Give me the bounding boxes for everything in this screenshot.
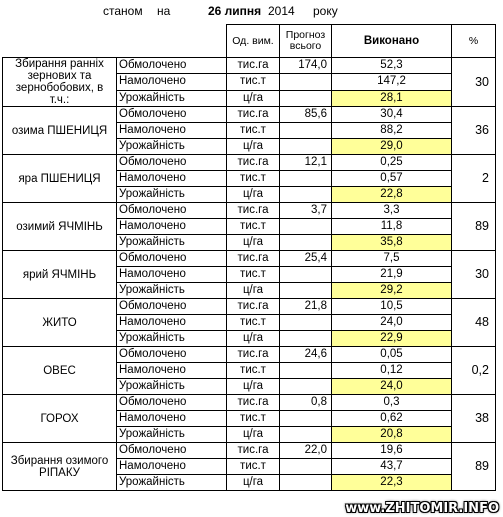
forecast-cell: 24,6	[280, 347, 332, 363]
crop-name: Збирання ранніх зернових та зернобобових, в т.ч.:	[3, 58, 117, 107]
done-value: 19,6	[332, 443, 452, 459]
percent-cell: 38	[452, 395, 496, 443]
crop-name: озима ПШЕНИЦЯ	[3, 107, 117, 155]
unit-cell: ц/га	[227, 139, 280, 155]
forecast-cell	[280, 267, 332, 283]
unit-cell: тис.т	[227, 315, 280, 331]
done-value: 147,2	[332, 74, 452, 90]
forecast-cell	[280, 139, 332, 155]
unit-cell: ц/га	[227, 283, 280, 299]
unit-cell: тис.т	[227, 123, 280, 139]
table-row	[3, 58, 496, 74]
yield-value: 22,8	[332, 187, 452, 203]
yield-value: 22,3	[332, 475, 452, 491]
unit-cell: ц/га	[227, 90, 280, 106]
done-value: 24,0	[332, 315, 452, 331]
unit-cell: ц/га	[227, 475, 280, 491]
metric-label: Намолочено	[117, 315, 227, 331]
crop-name: яра ПШЕНИЦЯ	[3, 155, 117, 203]
forecast-cell: 0,8	[280, 395, 332, 411]
percent-cell: 36	[452, 107, 496, 155]
crop-name: озимий ЯЧМІНЬ	[3, 203, 117, 251]
forecast-cell	[280, 315, 332, 331]
unit-cell: тис.т	[227, 267, 280, 283]
forecast-cell	[280, 331, 332, 347]
yield-value: 35,8	[332, 235, 452, 251]
crop-name: ЖИТО	[3, 299, 117, 347]
done-value: 30,4	[332, 107, 452, 123]
metric-label: Намолочено	[117, 411, 227, 427]
metric-label: Обмолочено	[117, 395, 227, 411]
metric-label: Обмолочено	[117, 155, 227, 171]
unit-cell: ц/га	[227, 235, 280, 251]
unit-cell: тис.га	[227, 155, 280, 171]
header-blank-crop	[3, 25, 117, 58]
table-row	[3, 299, 496, 315]
unit-cell: тис.т	[227, 459, 280, 475]
forecast-cell	[280, 427, 332, 443]
done-value: 43,7	[332, 459, 452, 475]
header-stanom: станом	[103, 4, 143, 18]
done-value: 0,3	[332, 395, 452, 411]
crop-name: ярий ЯЧМІНЬ	[3, 251, 117, 299]
forecast-cell	[280, 123, 332, 139]
header-date: 26 липня	[208, 4, 262, 18]
metric-label: Обмолочено	[117, 251, 227, 267]
percent-cell: 30	[452, 58, 496, 107]
column-header-pct: %	[452, 25, 496, 58]
metric-label: Намолочено	[117, 459, 227, 475]
crop-name: ОВЕС	[3, 347, 117, 395]
percent-cell: 30	[452, 251, 496, 299]
metric-label: Намолочено	[117, 363, 227, 379]
percent-cell: 89	[452, 443, 496, 491]
forecast-cell	[280, 283, 332, 299]
table-row	[3, 395, 496, 411]
metric-label: Урожайність	[117, 379, 227, 395]
done-value: 88,2	[332, 123, 452, 139]
metric-label: Урожайність	[117, 283, 227, 299]
metric-label: Обмолочено	[117, 443, 227, 459]
unit-cell: тис.га	[227, 251, 280, 267]
unit-cell: тис.т	[227, 171, 280, 187]
done-value: 0,25	[332, 155, 452, 171]
column-header-unit: Од. вим.	[227, 25, 280, 58]
yield-value: 29,2	[332, 283, 452, 299]
forecast-cell	[280, 219, 332, 235]
yield-value: 22,9	[332, 331, 452, 347]
done-value: 7,5	[332, 251, 452, 267]
forecast-cell: 21,8	[280, 299, 332, 315]
done-value: 11,8	[332, 219, 452, 235]
done-value: 21,9	[332, 267, 452, 283]
unit-cell: тис.га	[227, 58, 280, 74]
done-value: 52,3	[332, 58, 452, 74]
metric-label: Урожайність	[117, 475, 227, 491]
percent-cell: 48	[452, 299, 496, 347]
metric-label: Обмолочено	[117, 58, 227, 74]
unit-cell: тис.т	[227, 363, 280, 379]
report-header	[0, 0, 503, 24]
metric-label: Урожайність	[117, 331, 227, 347]
unit-cell: тис.га	[227, 443, 280, 459]
crop-name: Збирання озимого РІПАКУ	[3, 443, 117, 491]
table-row	[3, 155, 496, 171]
percent-cell: 2	[452, 155, 496, 203]
unit-cell: ц/га	[227, 427, 280, 443]
metric-label: Обмолочено	[117, 203, 227, 219]
table-row	[3, 443, 496, 459]
yield-value: 20,8	[332, 427, 452, 443]
table-row	[3, 347, 496, 363]
site-watermark: www.ZHITOMIR.INFO	[345, 501, 499, 516]
yield-value: 28,1	[332, 90, 452, 106]
unit-cell: тис.т	[227, 219, 280, 235]
yield-value: 29,0	[332, 139, 452, 155]
metric-label: Намолочено	[117, 219, 227, 235]
done-value: 0,12	[332, 363, 452, 379]
yield-value: 24,0	[332, 379, 452, 395]
metric-label: Намолочено	[117, 123, 227, 139]
metric-label: Обмолочено	[117, 107, 227, 123]
header-blank-label	[117, 25, 227, 58]
forecast-cell	[280, 90, 332, 106]
harvest-table	[2, 24, 496, 491]
done-value: 0,62	[332, 411, 452, 427]
forecast-cell	[280, 411, 332, 427]
metric-label: Намолочено	[117, 74, 227, 90]
unit-cell: тис.га	[227, 299, 280, 315]
unit-cell: ц/га	[227, 331, 280, 347]
forecast-cell: 3,7	[280, 203, 332, 219]
header-year: 2014	[268, 4, 295, 18]
crop-name: ГОРОХ	[3, 395, 117, 443]
forecast-cell: 174,0	[280, 58, 332, 74]
metric-label: Урожайність	[117, 90, 227, 106]
metric-label: Обмолочено	[117, 347, 227, 363]
table-row	[3, 251, 496, 267]
percent-cell: 89	[452, 203, 496, 251]
forecast-cell	[280, 171, 332, 187]
forecast-cell: 25,4	[280, 251, 332, 267]
unit-cell: тис.га	[227, 107, 280, 123]
forecast-cell	[280, 363, 332, 379]
percent-cell: 0,2	[452, 347, 496, 395]
metric-label: Намолочено	[117, 171, 227, 187]
unit-cell: тис.га	[227, 395, 280, 411]
done-value: 3,3	[332, 203, 452, 219]
done-value: 10,5	[332, 299, 452, 315]
table-header-row	[3, 25, 496, 58]
forecast-cell	[280, 235, 332, 251]
metric-label: Урожайність	[117, 187, 227, 203]
unit-cell: тис.т	[227, 411, 280, 427]
forecast-cell	[280, 459, 332, 475]
done-value: 0,05	[332, 347, 452, 363]
column-header-done: Виконано	[332, 25, 452, 58]
column-header-forecast: Прогноз всього	[280, 25, 332, 58]
unit-cell: ц/га	[227, 379, 280, 395]
unit-cell: ц/га	[227, 187, 280, 203]
header-roku: року	[313, 4, 338, 18]
unit-cell: тис.т	[227, 74, 280, 90]
metric-label: Обмолочено	[117, 299, 227, 315]
metric-label: Урожайність	[117, 427, 227, 443]
table-row	[3, 203, 496, 219]
forecast-cell: 22,0	[280, 443, 332, 459]
forecast-cell	[280, 475, 332, 491]
forecast-cell	[280, 379, 332, 395]
metric-label: Урожайність	[117, 235, 227, 251]
forecast-cell	[280, 187, 332, 203]
header-na: на	[157, 4, 171, 18]
metric-label: Намолочено	[117, 267, 227, 283]
unit-cell: тис.га	[227, 347, 280, 363]
table-row	[3, 107, 496, 123]
unit-cell: тис.га	[227, 203, 280, 219]
forecast-cell: 85,6	[280, 107, 332, 123]
metric-label: Урожайність	[117, 139, 227, 155]
forecast-cell	[280, 74, 332, 90]
forecast-cell: 12,1	[280, 155, 332, 171]
done-value: 0,57	[332, 171, 452, 187]
